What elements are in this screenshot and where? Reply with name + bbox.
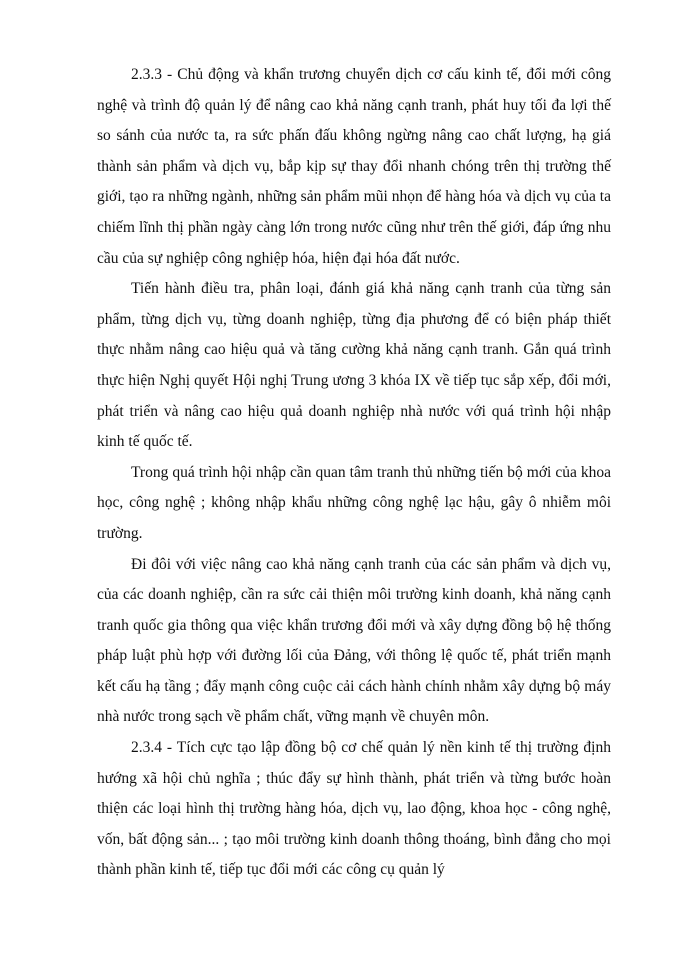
paragraph-2-3-3: 2.3.3 - Chủ động và khẩn trương chuyển dịch cơ cấu kinh tế, đổi mới công nghệ và trình độ quản lý để nâng cao khả năng cạnh tranh, phát huy tối đa lợi thế so sánh của nước ta, ra sức phấn đấu không ngừng nâng cao chất lượng, hạ giá thành sản phẩm và dịch vụ, bắp kịp sự thay đổi nhanh chóng trên thị trường thế giới, tạo ra những ngành, những sản phẩm mũi nhọn để hàng hóa và dịch vụ của ta chiếm lĩnh thị phần ngày càng lớn trong nước cũng như trên thế giới, đáp ứng nhu cầu của sự nghiệp công nghiệp hóa, hiện đại hóa đất nước. — [97, 66, 611, 267]
document-body — [97, 60, 611, 886]
paragraph-survey-competitiveness: Tiến hành điều tra, phân loại, đánh giá khả năng cạnh tranh của từng sản phẩm, từng dịch vụ, từng doanh nghiệp, từng địa phương để có biện pháp thiết thực nhằm nâng cao hiệu quả và tăng cường khả năng cạnh tranh. Gắn quá trình thực hiện Nghị quyết Hội nghị Trung ương 3 khóa IX về tiếp tục sắp xếp, đổi mới, phát triển và nâng cao hiệu quả doanh nghiệp nhà nước với quá trình hội nhập kinh tế quốc tế. — [97, 280, 611, 451]
paragraph-technology-integration: Trong quá trình hội nhập cần quan tâm tranh thủ những tiến bộ mới của khoa học, công nghệ ; không nhập khẩu những công nghệ lạc hậu, gây ô nhiễm môi trường. — [97, 463, 611, 542]
paragraph-2-3-4: 2.3.4 - Tích cực tạo lập đồng bộ cơ chế quản lý nền kinh tế thị trường định hướng xã hội chủ nghĩa ; thúc đẩy sự hình thành, phát triển và từng bước hoàn thiện các loại hình thị trường hàng hóa, dịch vụ, lao động, khoa học - công nghệ, vốn, bất động sản... ; tạo môi trường kinh doanh thông thoáng, bình đẳng cho mọi thành phần kinh tế, tiếp tục đổi mới các công cụ quản lý — [97, 739, 611, 879]
paragraph-business-environment: Đi đôi với việc nâng cao khả năng cạnh tranh của các sản phẩm và dịch vụ, của các doanh nghiệp, cần ra sức cải thiện môi trường kinh doanh, khả năng cạnh tranh quốc gia thông qua việc khẩn trương đổi mới và xây dựng đồng bộ hệ thống pháp luật phù hợp với đường lối của Đảng, với thông lệ quốc tế, phát triển mạnh kết cấu hạ tầng ; đẩy mạnh công cuộc cải cách hành chính nhằm xây dựng bộ máy nhà nước trong sạch về phẩm chất, vững mạnh về chuyên môn. — [97, 555, 611, 726]
